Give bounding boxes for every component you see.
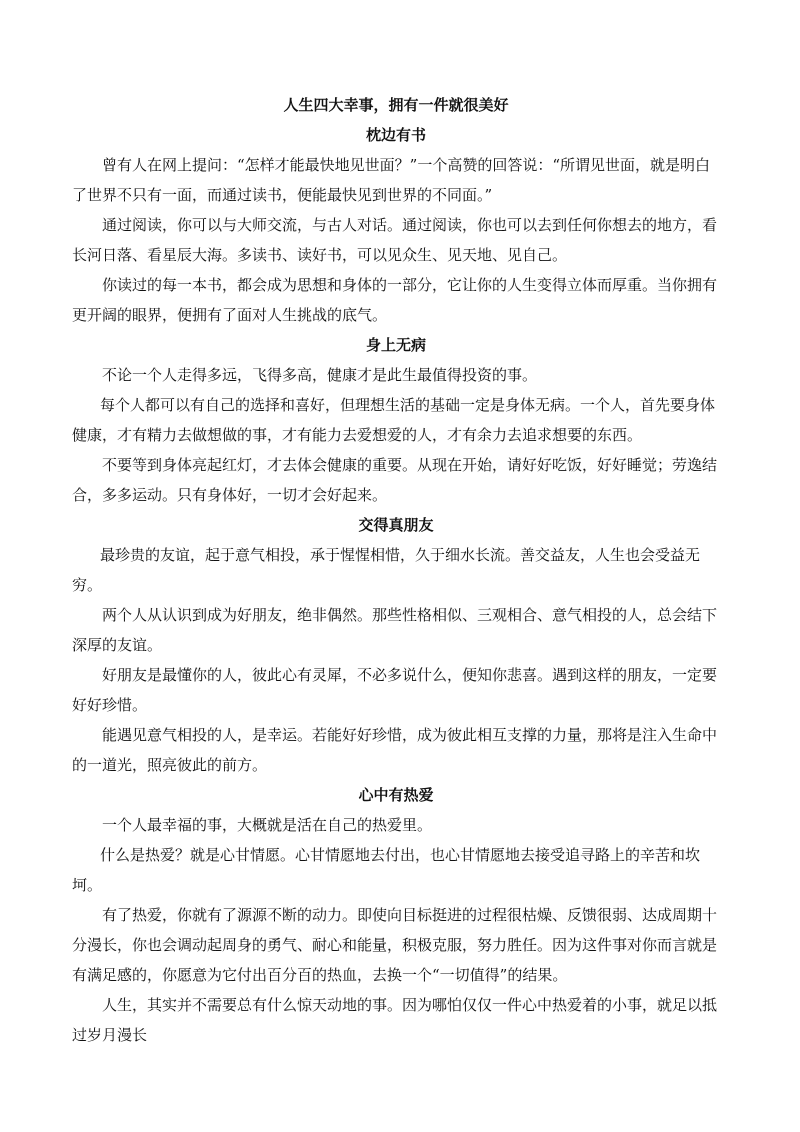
section-health bbox=[72, 330, 720, 510]
paragraph: 人生，其实并不需要总有什么惊天动地的事。因为哪怕仅仅一件心中热爱着的小事，就足以抵过岁月漫长 bbox=[72, 996, 718, 1044]
paragraph: 不论一个人走得多远，飞得多高，健康才是此生最值得投资的事。 bbox=[102, 366, 538, 384]
paragraph: 每个人都可以有自己的选择和喜好，但理想生活的基础一定是身体无病。一个人，首先要身体健康，才有精力去做想做的事，才有能力去爱想爱的人，才有余力去追求想要的东西。 bbox=[72, 396, 716, 444]
paragraph: 不要等到身体亮起红灯，才去体会健康的重要。从现在开始，请好好吃饭，好好睡觉；劳逸结合，多多运动。只有身体好，一切才会好起来。 bbox=[72, 456, 718, 504]
section-book bbox=[72, 120, 720, 330]
paragraph: 通过阅读，你可以与大师交流，与古人对话。通过阅读，你也可以去到任何你想去的地方，看长河日落、看星辰大海。多读书、读好书，可以见众生、见天地、见自己。 bbox=[72, 216, 718, 264]
section-heading-passion: 心中有热爱 bbox=[358, 786, 434, 804]
document-title: 人生四大幸事，拥有一件就很美好 bbox=[283, 96, 509, 114]
section-friends bbox=[72, 510, 720, 780]
section-heading-friends: 交得真朋友 bbox=[358, 516, 434, 534]
paragraph: 你读过的每一本书，都会成为思想和身体的一部分，它让你的人生变得立体而厚重。当你拥有更开阔的眼界，便拥有了面对人生挑战的底气。 bbox=[72, 276, 718, 324]
paragraph: 好朋友是最懂你的人，彼此心有灵犀，不必多说什么，便知你悲喜。遇到这样的朋友，一定要好好珍惜。 bbox=[72, 666, 718, 714]
paragraph: 最珍贵的友谊，起于意气相投，承于惺惺相惜，久于细水长流。善交益友，人生也会受益无穷。 bbox=[72, 546, 701, 594]
paragraph: 曾有人在网上提问：“怎样才能最快地见世面？”一个高赞的回答说：“所谓见世面，就是明白了世界不只有一面，而通过读书，便能最快见到世界的不同面。” bbox=[72, 156, 711, 204]
paragraph: 什么是热爱？就是心甘情愿。心甘情愿地去付出，也心甘情愿地去接受追寻路上的辛苦和坎坷。 bbox=[72, 846, 701, 894]
section-heading-book: 枕边有书 bbox=[365, 126, 426, 144]
document-content bbox=[72, 90, 720, 1050]
paragraph: 一个人最幸福的事，大概就是活在自己的热爱里。 bbox=[102, 816, 433, 834]
section-passion bbox=[72, 780, 720, 1050]
paragraph: 能遇见意气相投的人，是幸运。若能好好珍惜，成为彼此相互支撑的力量，那将是注入生命中的一道光，照亮彼此的前方。 bbox=[72, 726, 718, 774]
section-heading-health: 身上无病 bbox=[365, 336, 426, 354]
paragraph: 有了热爱，你就有了源源不断的动力。即使向目标挺进的过程很枯燥、反馈很弱、达成周期十分漫长，你也会调动起周身的勇气、耐心和能量，积极克服，努力胜任。因为这件事对你而言就是有满足感的，你愿意为它付出百分百的热血，去换一个“一切值得”的结果。 bbox=[72, 906, 718, 984]
paragraph: 两个人从认识到成为好朋友，绝非偶然。那些性格相似、三观相合、意气相投的人，总会结下深厚的友谊。 bbox=[72, 606, 718, 654]
